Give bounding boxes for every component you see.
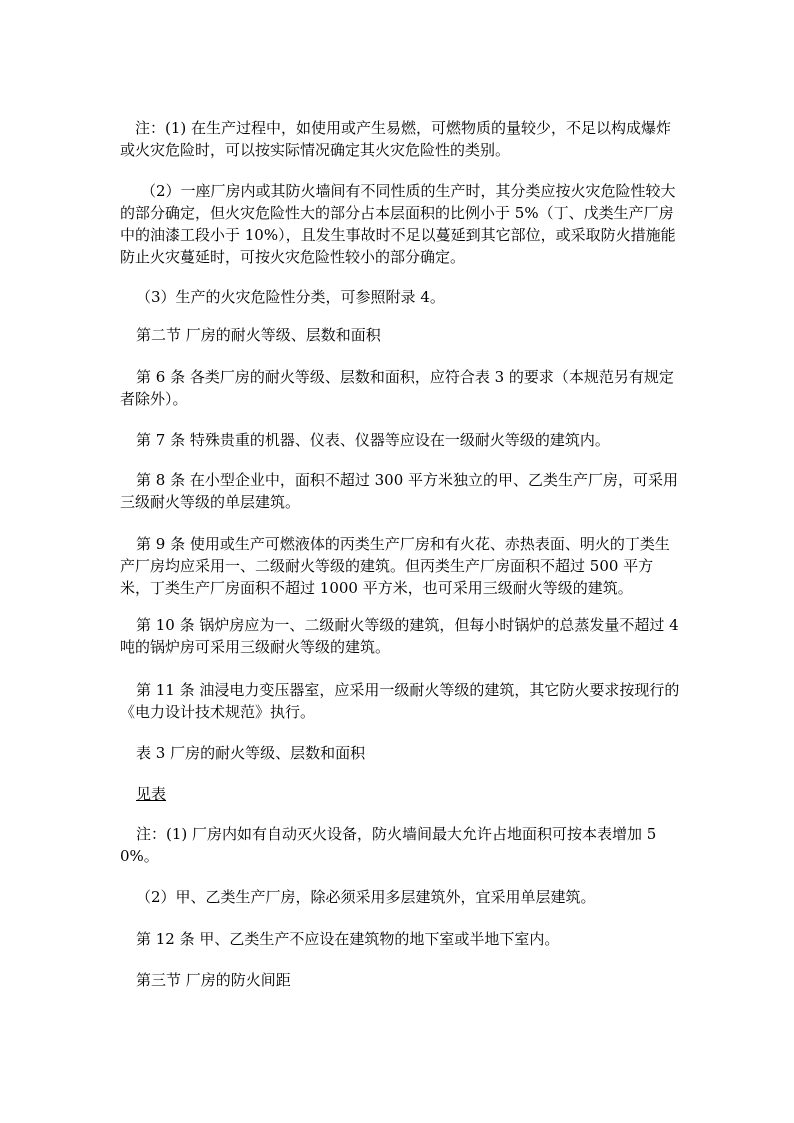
article-7-paragraph: 第 7 条 特殊贵重的机器、仪表、仪器等应设在一级耐火等级的建筑内。 (136, 431, 610, 449)
article-6-paragraph: 第 6 条 各类厂房的耐火等级、层数和面积，应符合表 3 的要求（本规范另有规定者除外）。 (120, 368, 674, 408)
article-11-paragraph: 第 11 条 油浸电力变压器室，应采用一级耐火等级的建筑，其它防火要求按现行的《电力设计技术规范》执行。 (120, 681, 680, 721)
note-1-paragraph: 注：(1) 在生产过程中，如使用或产生易燃，可燃物质的量较少，不足以构成爆炸或火灾危险时，可以按实际情况确定其火灾危险性的类别。 (120, 119, 672, 159)
table-note-2-paragraph: （2）甲、乙类生产厂房，除必须采用多层建筑外，宜采用单层建筑。 (136, 888, 596, 906)
note-2-paragraph: （2）一座厂房内或其防火墙间有不同性质的生产时，其分类应按火灾危险性较大的部分确定，但火灾危险性大的部分占本层面积的比例小于 5%（丁、戊类生产厂房中的油漆工段小于 10%），且发生事故时不足以蔓延到其它部位，或采取防火措施能防止火灾蔓延时，可按火灾危险性较小的部分确定。 (120, 182, 676, 266)
section-2-heading: 第二节 厂房的耐火等级、层数和面积 (136, 326, 381, 344)
article-12-paragraph: 第 12 条 甲、乙类生产不应设在建筑物的地下室或半地下室内。 (136, 930, 560, 948)
article-10-paragraph: 第 10 条 锅炉房应为一、二级耐火等级的建筑，但每小时锅炉的总蒸发量不超过 4 吨的锅炉房可采用三级耐火等级的建筑。 (120, 616, 679, 656)
article-9-paragraph: 第 9 条 使用或生产可燃液体的丙类生产厂房和有火花、赤热表面、明火的丁类生产厂房均应采用一、二级耐火等级的建筑。但丙类生产厂房面积不超过 500 平方米，丁类生产厂房面积不超过 1000 平方米，也可采用三级耐火等级的建筑。 (120, 535, 670, 597)
article-8-paragraph: 第 8 条 在小型企业中，面积不超过 300 平方米独立的甲、乙类生产厂房，可采用三级耐火等级的单层建筑。 (120, 471, 679, 511)
table-note-1-paragraph: 注：(1) 厂房内如有自动灭火设备，防火墙间最大允许占地面积可按本表增加 50%。 (120, 825, 657, 865)
table-3-caption: 表 3 厂房的耐火等级、层数和面积 (136, 744, 366, 762)
note-3-paragraph: （3）生产的火灾危险性分类，可参照附录 4。 (136, 288, 445, 306)
see-table-link[interactable]: 见表 (136, 785, 167, 803)
section-3-heading: 第三节 厂房的防火间距 (136, 971, 291, 989)
